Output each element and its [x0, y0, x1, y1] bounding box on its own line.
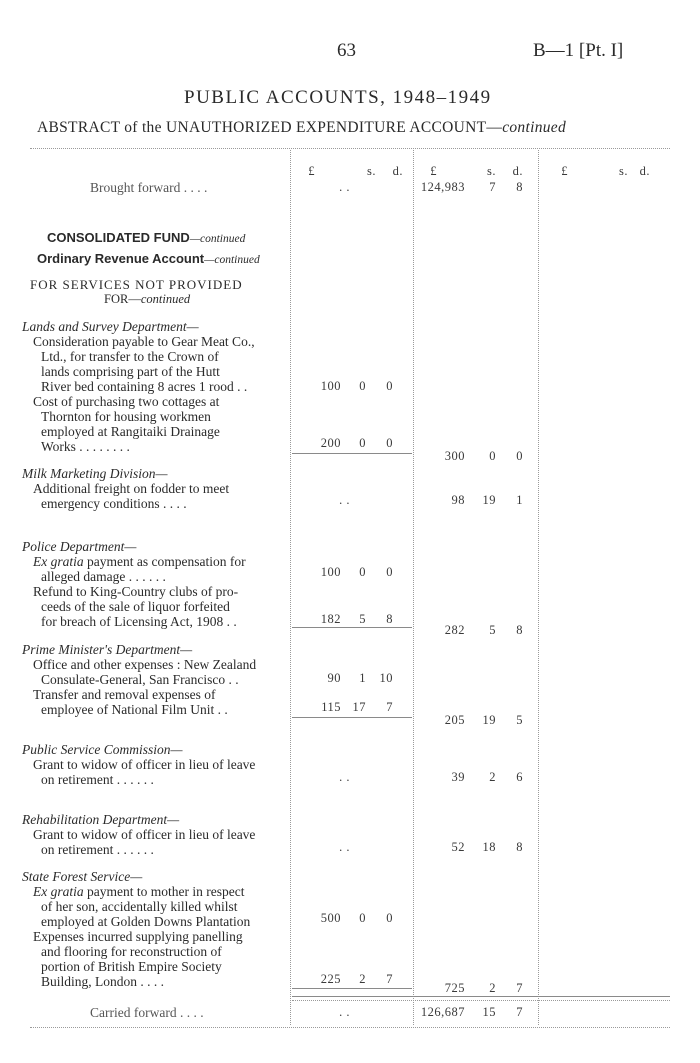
shillings-header: s.: [619, 164, 628, 178]
milk-total-shillings: 19: [482, 493, 496, 507]
prime-item2-pence: 7: [386, 700, 393, 714]
services-heading-line2-continued: continued: [140, 292, 191, 306]
police-item2-line3: for breach of Licensing Act, 1908 . .: [41, 614, 237, 629]
lands-item2-line2: Thornton for housing workmen: [41, 409, 211, 424]
milk-item1-line1: Additional freight on fodder to meet: [33, 481, 230, 496]
forest-item2-line3: portion of British Empire Society: [41, 959, 222, 974]
lands-item2-pence: 0: [386, 436, 393, 450]
police-item1-line1: [33, 554, 246, 569]
lands-item1-shillings: 0: [359, 379, 366, 393]
lands-item2-shillings: 0: [359, 436, 366, 450]
section-heading-state-forest: State Forest Service—: [22, 869, 143, 884]
lands-total-shillings: 0: [489, 449, 496, 463]
document-reference: B—1 [Pt. I]: [533, 40, 624, 61]
forest-subtotal-rule: [292, 988, 412, 989]
lands-item2-pounds: 200: [320, 436, 341, 450]
carried-forward-pence: 7: [516, 1005, 523, 1019]
milk-total-pounds: 98: [451, 493, 465, 507]
brought-forward-col1: . .: [339, 180, 350, 194]
page-subtitle-continued: continued: [502, 119, 567, 136]
page-title: PUBLIC ACCOUNTS, 1948–1949: [184, 87, 492, 108]
fund-heading: [47, 230, 245, 247]
carried-forward-label: Carried forward . . . .: [90, 1005, 204, 1020]
prime-total-pence: 5: [516, 713, 523, 727]
police-total-pence: 8: [516, 623, 523, 637]
shillings-header: s.: [367, 164, 376, 178]
police-total-shillings: 5: [489, 623, 496, 637]
prime-subtotal-rule: [292, 717, 412, 718]
rehab-total-pence: 8: [516, 840, 523, 854]
pounds-header: £: [308, 164, 315, 178]
forest-item2-line4: Building, London . . . .: [41, 974, 165, 989]
police-subtotal-rule: [292, 627, 412, 628]
forest-item1-pence: 0: [386, 911, 393, 925]
prime-item1-shillings: 1: [359, 671, 366, 685]
rehab-item1-line2: on retirement . . . . . .: [41, 842, 154, 857]
pence-header: d.: [392, 164, 403, 178]
lands-item1-line1: Consideration payable to Gear Meat Co.,: [33, 334, 255, 349]
account-heading-continued: —continued: [204, 254, 260, 266]
section-heading-prime-minister: Prime Minister's Department—: [22, 642, 193, 657]
pence-header: d.: [639, 164, 650, 178]
forest-item1-line3: employed at Golden Downs Plantation: [41, 914, 251, 929]
column-rule-3: [538, 150, 539, 1025]
police-item2-shillings: 5: [359, 612, 366, 626]
carried-forward-col1: . .: [339, 1005, 350, 1019]
prime-item1-pounds: 90: [327, 671, 341, 685]
lands-item1-pence: 0: [386, 379, 393, 393]
forest-item2-line1: Expenses incurred supplying panelling: [33, 929, 243, 944]
police-item2-line1: Refund to King-Country clubs of pro-: [33, 584, 239, 599]
police-item1-pounds: 100: [320, 565, 341, 579]
rehab-total-shillings: 18: [482, 840, 496, 854]
lands-item1-line2: Ltd., for transfer to the Crown of: [41, 349, 219, 364]
prime-item2-shillings: 17: [352, 700, 366, 714]
brought-forward-shillings: 7: [489, 180, 496, 194]
rehab-total-pounds: 52: [451, 840, 465, 854]
page-subtitle-main: ABSTRACT of the UNAUTHORIZED EXPENDITURE ACCOUNT—: [37, 119, 503, 136]
rehab-item1-line1: Grant to widow of officer in lieu of leave: [33, 827, 256, 842]
page-subtitle: [37, 119, 566, 137]
brought-forward-label: Brought forward . . . .: [90, 180, 208, 195]
lands-subtotal-rule: [292, 453, 412, 454]
milk-col1: . .: [339, 493, 350, 507]
brought-forward-pence: 8: [516, 180, 523, 194]
carried-forward-rule-upper: [292, 996, 670, 997]
carried-forward-shillings: 15: [482, 1005, 496, 1019]
account-heading-main: Ordinary Revenue Account: [37, 251, 205, 266]
column-rule-1: [290, 150, 291, 1025]
services-heading-line2-main: FOR—: [104, 292, 141, 306]
milk-total-pence: 1: [516, 493, 523, 507]
psc-col1: . .: [339, 770, 350, 784]
fund-heading-main: CONSOLIDATED FUND: [47, 230, 190, 245]
services-heading-line1: FOR SERVICES NOT PROVIDED: [30, 277, 243, 292]
forest-item1-shillings: 0: [359, 911, 366, 925]
carried-forward-rule-lower: [292, 1000, 670, 1001]
forest-item2-pounds: 225: [320, 972, 341, 986]
lands-item1-line4: River bed containing 8 acres 1 rood . .: [41, 379, 248, 394]
table-bottom-rule: [30, 1027, 670, 1028]
shillings-header: s.: [487, 164, 496, 178]
carried-forward-pounds: 126,687: [420, 1005, 465, 1019]
forest-item1-text: payment to mother in respect: [83, 884, 245, 899]
psc-total-pounds: 39: [451, 770, 465, 784]
prime-item2-pounds: 115: [321, 700, 341, 714]
forest-total-pence: 7: [516, 981, 523, 995]
prime-item2-line2: employee of National Film Unit . .: [41, 702, 228, 717]
rehab-col1: . .: [339, 840, 350, 854]
forest-item2-pence: 7: [386, 972, 393, 986]
lands-total-pence: 0: [516, 449, 523, 463]
account-heading: [37, 251, 260, 268]
prime-item1-pence: 10: [379, 671, 393, 685]
prime-item1-line2: Consulate-General, San Francisco . .: [41, 672, 239, 687]
police-item1-line2: alleged damage . . . . . .: [41, 569, 166, 584]
forest-item2-shillings: 2: [359, 972, 366, 986]
police-item1-shillings: 0: [359, 565, 366, 579]
section-heading-rehabilitation: Rehabilitation Department—: [22, 812, 180, 827]
section-heading-milk: Milk Marketing Division—: [22, 466, 168, 481]
pence-header: d.: [512, 164, 523, 178]
lands-item1-line3: lands comprising part of the Hutt: [41, 364, 220, 379]
section-heading-public-service: Public Service Commission—: [22, 742, 183, 757]
lands-item2-line3: employed at Rangitaiki Drainage: [41, 424, 220, 439]
psc-total-shillings: 2: [489, 770, 496, 784]
brought-forward-pounds: 124,983: [420, 180, 465, 194]
psc-item1-line1: Grant to widow of officer in lieu of leave: [33, 757, 256, 772]
forest-item1-ex-gratia: Ex gratia: [33, 884, 84, 899]
table-top-rule: [30, 148, 670, 149]
police-item2-pence: 8: [386, 612, 393, 626]
forest-total-shillings: 2: [489, 981, 496, 995]
milk-item1-line2: emergency conditions . . . .: [41, 496, 187, 511]
forest-item1-line1: [33, 884, 244, 899]
police-item1-text: payment as compensation for: [83, 554, 246, 569]
police-total-pounds: 282: [444, 623, 465, 637]
prime-total-shillings: 19: [482, 713, 496, 727]
police-item1-pence: 0: [386, 565, 393, 579]
prime-item2-line1: Transfer and removal expenses of: [33, 687, 216, 702]
lands-total-pounds: 300: [444, 449, 465, 463]
forest-item1-pounds: 500: [320, 911, 341, 925]
forest-item1-line2: of her son, accidentally killed whilst: [41, 899, 238, 914]
column-rule-2: [413, 150, 414, 1025]
fund-heading-continued: —continued: [189, 233, 246, 245]
forest-item2-line2: and flooring for reconstruction of: [41, 944, 222, 959]
police-item2-line2: ceeds of the sale of liquor forfeited: [41, 599, 230, 614]
services-heading-line2: [104, 292, 190, 307]
lands-item2-line1: Cost of purchasing two cottages at: [33, 394, 220, 409]
police-item2-pounds: 182: [320, 612, 341, 626]
police-item1-ex-gratia: Ex gratia: [33, 554, 84, 569]
section-heading-lands: Lands and Survey Department—: [22, 319, 199, 334]
prime-total-pounds: 205: [444, 713, 465, 727]
psc-item1-line2: on retirement . . . . . .: [41, 772, 154, 787]
forest-total-pounds: 725: [444, 981, 465, 995]
pounds-header: £: [561, 164, 568, 178]
prime-item1-line1: Office and other expenses : New Zealand: [33, 657, 257, 672]
lands-item2-line4: Works . . . . . . . .: [41, 439, 130, 454]
page-number: 63: [337, 40, 356, 61]
section-heading-police: Police Department—: [22, 539, 137, 554]
lands-item1-pounds: 100: [320, 379, 341, 393]
pounds-header: £: [430, 164, 437, 178]
psc-total-pence: 6: [516, 770, 523, 784]
